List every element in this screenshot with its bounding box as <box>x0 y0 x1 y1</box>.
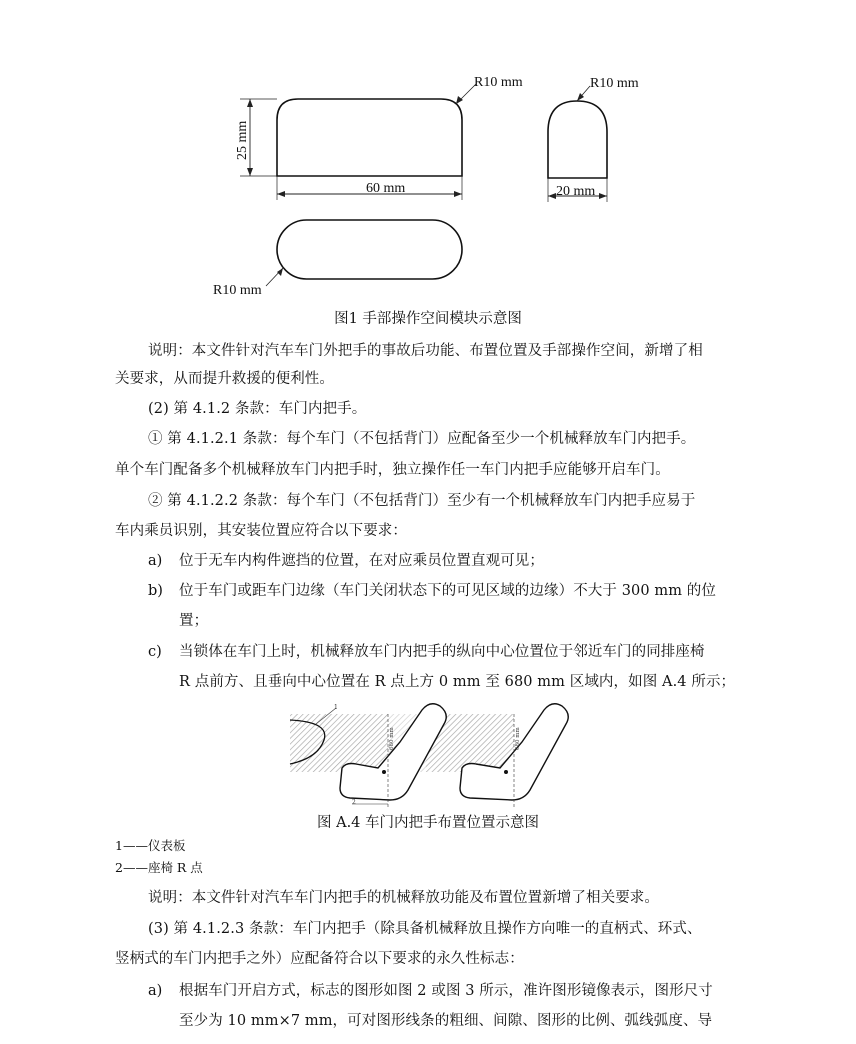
legend-item-2: 2——座椅 R 点 <box>115 860 203 875</box>
legend-item-1: 1——仪表板 <box>115 838 186 853</box>
dim-r-small: R10 mm <box>590 76 639 91</box>
list-a2-label: a) <box>148 983 163 999</box>
item-2-2-line-2: 车内乘员识别，其安装位置应符合以下要求： <box>115 523 407 539</box>
dim-width: 60 mm <box>366 181 406 196</box>
dim-r-top: R10 mm <box>474 75 523 90</box>
module-top-shape <box>277 99 462 176</box>
item-2-2-line-1: ② 第 4.1.2.2 条款：每个车门（不包括背门）至少有一个机械释放车门内把手应易于 <box>148 493 696 509</box>
list-c-line-2: R 点前方、且垂向中心位置在 R 点上方 0 mm 至 680 mm 区域内，如图 A.4 所示； <box>179 674 736 690</box>
list-a-text: 位于无车内构件遮挡的位置，在对应乘员位置直观可见； <box>179 553 544 569</box>
para-2: 说明：本文件针对汽车车门内把手的机械释放功能及布置位置新增了相关要求。 <box>148 890 659 906</box>
para-1-line-1: 说明：本文件针对汽车车门外把手的事故后功能、布置位置及手部操作空间，新增了相 <box>148 343 703 359</box>
zone-left-hatch <box>290 714 388 772</box>
dim-r-bottom: R10 mm <box>213 283 262 298</box>
figure-1-caption: 图1 手部操作空间模块示意图 <box>334 311 522 327</box>
dim-left-680: 680 mm <box>389 727 395 750</box>
item-2-1-line-1: ① 第 4.1.2.1 条款：每个车门（不包括背门）应配备至少一个机械释放车门内把手。 <box>148 431 696 447</box>
list-c-line-1: 当锁体在车门上时，机械释放车门内把手的纵向中心位置位于邻近车门的同排座椅 <box>179 644 705 660</box>
list-c-label: c) <box>148 644 162 660</box>
figure-1-diagram <box>0 0 856 310</box>
list-b-label: b) <box>148 583 163 599</box>
module-stadium-shape <box>277 220 462 279</box>
dim-right-680: 680 mm <box>515 727 521 750</box>
list-b-line-2: 置； <box>179 613 209 629</box>
callout-1: 1 <box>334 704 338 711</box>
figure-a4-caption: 图 A.4 车门内把手布置位置示意图 <box>316 815 540 831</box>
dim-height: 25 mm <box>235 120 250 160</box>
module-arch-shape <box>548 101 607 178</box>
list-a-label: a) <box>148 553 163 569</box>
list-a2-line-1: 根据车门开启方式，标志的图形如图 2 或图 3 所示，准许图形镜像表示，图形尺寸 <box>179 983 713 999</box>
item-3-line-2: 竖柄式的车门内把手之外）应配备符合以下要求的永久性标志： <box>115 951 524 967</box>
dim-width-small: 20 mm <box>556 184 596 199</box>
callout-2: 2 <box>352 799 356 806</box>
item-2-heading: (2) 第 4.1.2 条款：车门内把手。 <box>148 401 367 417</box>
figure-a4-diagram <box>0 700 856 820</box>
item-3-line-1: (3) 第 4.1.2.3 条款：车门内把手（除具备机械释放且操作方向唯一的直柄式、环式、 <box>148 921 702 937</box>
para-1-line-2: 关要求，从而提升救援的便利性。 <box>115 371 334 387</box>
item-2-1-line-2: 单个车门配备多个机械释放车门内把手时，独立操作任一车门内把手应能够开启车门。 <box>115 462 670 478</box>
list-b-line-1: 位于车门或距车门边缘（车门关闭状态下的可见区域的边缘）不大于 300 mm 的位 <box>179 583 716 599</box>
list-a2-line-2: 至少为 10 mm×7 mm，可对图形线条的粗细、间隙、图形的比例、弧线弧度、导 <box>179 1013 713 1029</box>
